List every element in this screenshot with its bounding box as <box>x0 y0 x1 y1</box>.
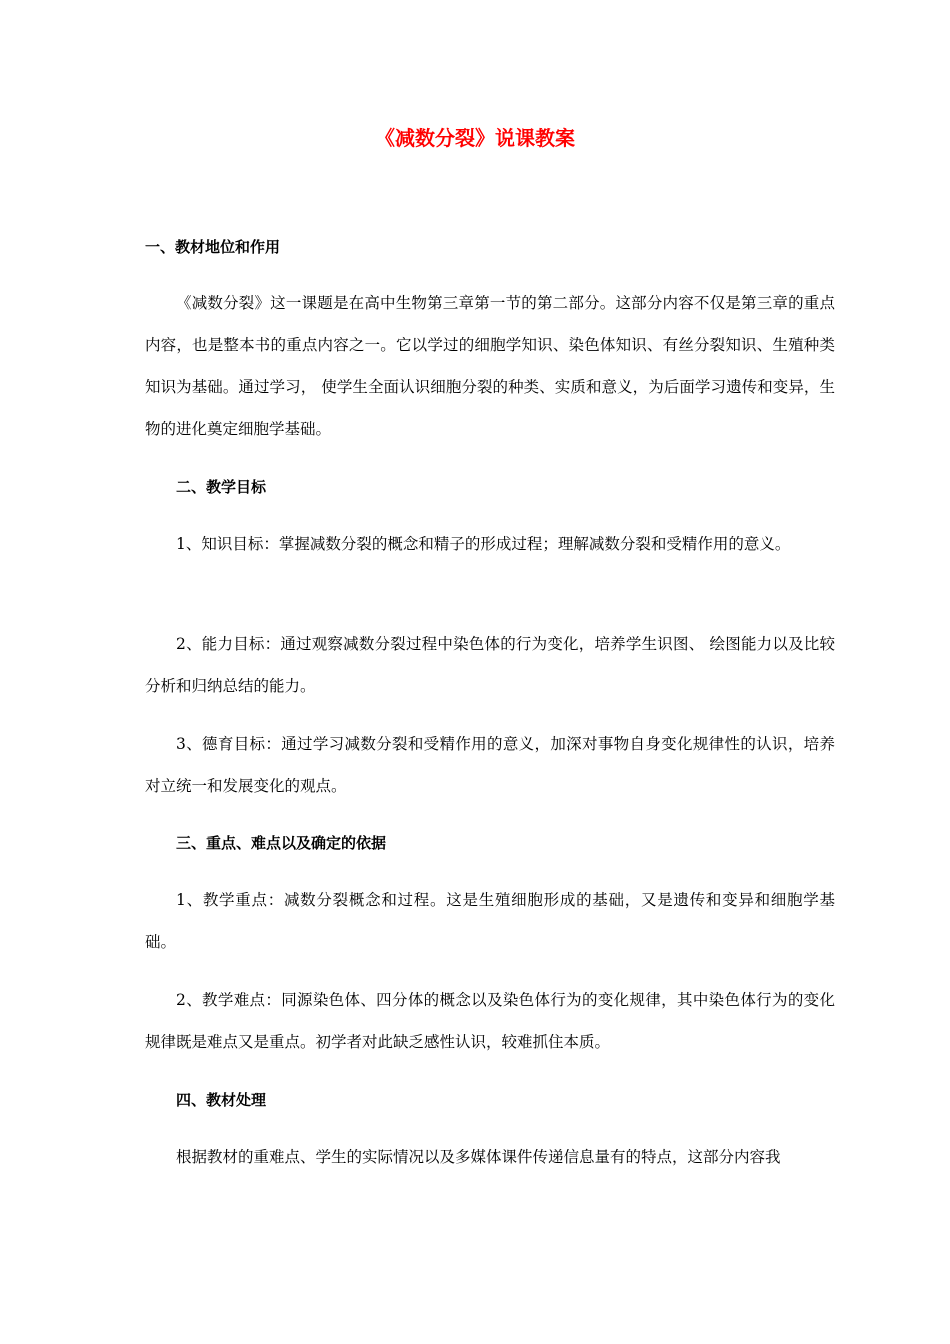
section-2-paragraph-1: 1、知识目标：掌握减数分裂的概念和精子的形成过程；理解减数分裂和受精作用的意义。 <box>176 535 791 553</box>
section-2-paragraph-2: 2、能力目标：通过观察减数分裂过程中染色体的行为变化，培养学生识图、 绘图能力以及比较分析和归纳总结的能力。 <box>145 635 835 695</box>
section-3-paragraph-1: 1、教学重点：减数分裂概念和过程。这是生殖细胞形成的基础，又是遗传和变异和细胞学基础。 <box>145 891 835 951</box>
section-heading-4: 四、教材处理 <box>176 1091 267 1109</box>
section-1-paragraph-1: 《减数分裂》这一课题是在高中生物第三章第一节的第二部分。这部分内容不仅是第三章的重点内容，也是整本书的重点内容之一。它以学过的细胞学知识、染色体知识、有丝分裂知识、生殖种类知识为基础。通过学习， 使学生全面认识细胞分裂的种类、实质和意义，为后面学习遗传和变异，生物的进化奠定细胞学基础。 <box>145 294 835 438</box>
section-3-paragraph-2: 2、教学难点：同源染色体、四分体的概念以及染色体行为的变化规律，其中染色体行为的变化规律既是难点又是重点。初学者对此缺乏感性认识，较难抓住本质。 <box>145 991 835 1051</box>
section-4-paragraph-1: 根据教材的重难点、学生的实际情况以及多媒体课件传递信息量有的特点，这部分内容我 <box>176 1148 781 1166</box>
section-heading-2: 二、教学目标 <box>176 478 267 496</box>
section-heading-1: 一、教材地位和作用 <box>145 238 281 256</box>
section-heading-3: 三、重点、难点以及确定的依据 <box>176 834 387 852</box>
section-2-paragraph-3: 3、德育目标：通过学习减数分裂和受精作用的意义，加深对事物自身变化规律性的认识，培养对立统一和发展变化的观点。 <box>145 735 835 795</box>
document-title: 《减数分裂》说课教案 <box>375 126 575 150</box>
